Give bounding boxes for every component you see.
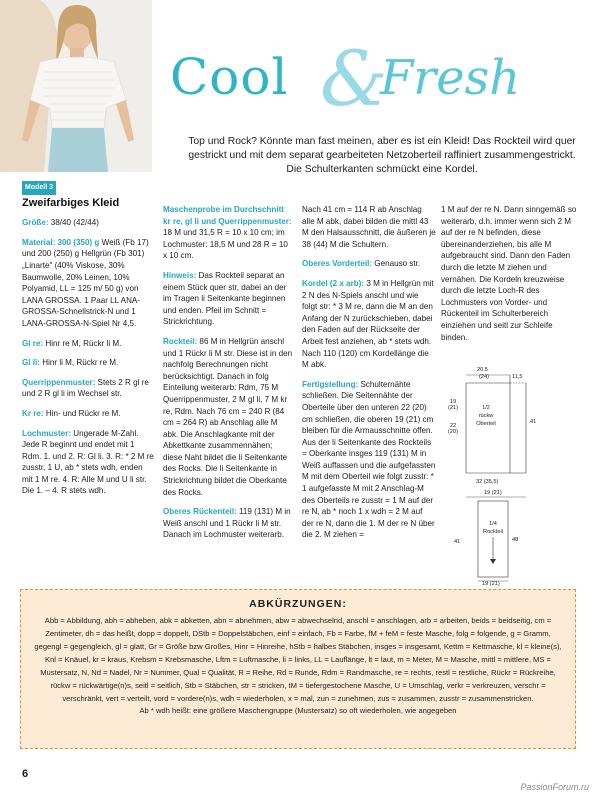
headline: [170, 34, 590, 123]
abbreviations-box: [20, 589, 576, 749]
label-oberteil-1: 1/2: [482, 405, 490, 411]
dim-top-right: 11,5: [512, 374, 523, 380]
dim-22-alt: (20): [448, 429, 458, 435]
rockteil-paragraph: Rockteil: 86 M in Hellgrün anschl und 1 Rückr li M str. Diese ist in den nachfolg Berechnungen nicht berücksichtigt. Danach in folg Einteilung weiterarb: Rdm, 75 M Querrippenmuster, 2 M gl li, 7 M kr re, Rdm. Nach 76 cm = 240 R (84 cm = 264 R) ab Anschlag alle M abk. Die Anschlagkante mit der Abkettkante zusammennähen; diese Naht bildet die li Seitenkante des Rocks. Die li Seitenkante in Strickrichtung bildet die Oberkante des Rocks.: [163, 336, 293, 497]
watermark: PassionForum.ru: [520, 782, 589, 792]
dim-19: 19: [450, 399, 457, 405]
headline-ampersand: &: [320, 34, 388, 123]
material-paragraph: Material: 300 (350) g Weiß (Fb 17) und 200 (250) g Hellgrün (Fb 301) „Linarte" (40% Viskose, 30% Baumwolle, 20% Leinen, 10% Polyamid, LL = 125 m/ 50 g) von LANA GROSSA. 1 Paar LL ANA-GROSSA-Schnellstrick-N und 1 LANA-GROSSA-N-Spiel Nr 4,5.: [22, 237, 149, 328]
headline-fresh: Fresh: [380, 50, 521, 106]
dim-48: 48: [512, 537, 519, 543]
size-paragraph: Größe: 38/40 (42/44): [22, 218, 99, 228]
column-1: [22, 181, 154, 505]
dim-41-right: 41: [530, 419, 537, 425]
querrippen-paragraph: Querrippenmuster: Stets 2 R gl re und 2 R gl li im Wechsel str.: [22, 377, 149, 399]
label-rockteil-2: Rockteil: [483, 529, 503, 535]
glre-paragraph: Gl re: Hinr re M, Rückr li M.: [22, 338, 122, 348]
pattern-schematic: [446, 363, 586, 587]
glli-paragraph: Gl li: Hinr li M, Rückr re M.: [22, 358, 119, 368]
continuation-paragraph: Nach 41 cm = 114 R ab Anschlag alle M abk, dabei bilden die mittl 43 M den Halsausschnitt, die äußeren je 38 (44) M die Schultern.: [302, 205, 436, 249]
column-3: [302, 204, 436, 549]
label-rockteil-1: 1/4: [489, 521, 497, 527]
finishing-paragraph: 1 M auf der re N. Dann sinngemäß so weiterarb, d.h. immer wenn sich 2 M auf der re N befinden, diese übereinanderziehen, bis alle M aufgebraucht sind. Dann den Faden durch die letzte M ziehen und vernähen. Die Kordeln kreuzweise durch die letzte Loch-R des Lochmusters von Vorder- und Rückenteil im Schulterbereich einziehen und seitl zur Schleife binden.: [441, 205, 577, 342]
dim-top-width: 20,5: [477, 367, 488, 373]
maschenprobe-paragraph: Maschenprobe im Durchschnitt kr re, gl li und Querrippenmuster: 18 M und 31,5 R = 10 x 10 cm; im Lochmuster: 18,5 M und 28 R = 10 x 10 cm.: [163, 205, 292, 261]
oberes-vorderteil-paragraph: Oberes Vorderteil: Genauso str.: [302, 259, 421, 269]
fertigstellung-paragraph: Fertigstellung: Schulternähte schließen. Die Seitennähte der Oberteile über den unteren 22 (20) cm schließen, die oberen 19 (21) cm bleiben für die Armausschnitte offen. Aus der li Seitenkante des Rockteils = Oberkante insges 119 (131) M in Weiß auffassen und die aufgefassten M mit dem Oberteil wie folgt zusstr: * 1 aufgefasste M mit 2 Anschlag-M des Oberteils re zusstr = 1 M auf der re N, ab * noch 1 x wdh = 2 M auf der re N, dann die 1. M der re N über die 2. M ziehen =: [302, 379, 436, 540]
model-badge: Modell 3: [22, 181, 56, 195]
model-photo-illustration: [0, 0, 152, 172]
kordel-paragraph: Kordel (2 x arb): 3 M in Hellgrün mit 2 N des N-Spiels anschl und wie folgt str: * 3 M re, dann die M an den Anfang der N zurückschieben, dabei den Faden auf der Rückseite der Arbeit fest anziehen, ab * stets wdh. Nach 110 (120) cm Kordellänge die M abk.: [302, 278, 434, 370]
intro-text: Top und Rock? Könnte man fast meinen, aber es ist ein Kleid! Das Rockteil wird quer gestrickt und mit dem separat gearbeiteten Netzoberteil raffiniert zusammengestrickt. Die Schulterkanten schmückt eine Kordel.: [188, 136, 576, 175]
model-photo: [0, 0, 152, 172]
lochmuster-paragraph: Lochmuster: Ungerade M-Zahl. Jede R beginnt und endet mit 1 Rdm. 1. und 2. R: Gl li. 3. R: * 2 M re zusstr, 1 U, ab * stets wdh, enden mit 1 M re. 4. R: Alle M und U li str. Die 1. – 4. R stets wdh.: [22, 428, 154, 496]
page-number: 6: [22, 768, 29, 780]
abbreviations-heading: ABKÜRZUNGEN:: [249, 598, 347, 610]
dim-bottom-32: 32 (35,5): [476, 479, 499, 485]
dim-19-bottom: 19 (21): [482, 581, 500, 587]
krre-paragraph: Kr re: Hin- und Rückr re M.: [22, 408, 121, 418]
abbreviations-list: Abb = Abbildung, abh = abheben, abk = abketten, abn = abnehmen, abw = abwechselnd, anschl = anschlagen, arb = arbeiten, beids = beidseitig, cm = Zentimeter, dh = das heißt, dopp = doppelt, DStb = Doppelstäbchen, einf = einfach, Fb = Farbe, fM + feM = feste Masche, folg = folgende, g = Gramm, gegengl = gegengleich, gl = glatt, Gr = Größe bzw Großes, Hinr = Hinreihe, hStb = halbes Stäbchen, insges = insgesamt, Kettm = Kettmasche, kl = kleine(s), Knl = Knäuel, kr = kraus, Krebsm = Krebsmasche, Lftm = Luftmasche, li = links, LL = Lauflänge, lt = laut, m = Meter, M = Masche, mittl = mittlere, MS = Mustersatz, N, Nd = Nadel, Nr = Nummer, Qual = Qualität, R = Reihe, Rd = Runde, Rdm = Randmasche, re = rechts, restl = restliche, Rückr = Rückreihe, rückw = rückwärtige(n)s, seitl = seitlich, Stb = Stäbchen, str = stricken, tM = tiefergestochene Masche, U = Umschlag, verkr = verkreuzen, verschr = verschränkt, vert = verteilt, vord = vordere(n)s, wdh = wiederholen, x = mal, zun = zunehmen, zus = zusammen, zusstr = zusammenstricken.: [34, 616, 562, 703]
dim-22: 22: [450, 423, 457, 429]
dim-41-left: 41: [454, 539, 461, 545]
column-4: [441, 204, 581, 351]
pattern-title: Zweifarbiges Kleid: [22, 196, 120, 209]
dim-19-top: 19 (21): [484, 490, 502, 496]
abbreviations-footer: Ab * wdh heißt: eine größere Maschengruppe (Mustersatz) so oft wiederholen, wie angegeben: [139, 706, 457, 715]
oberes-rueckenteil-paragraph: Oberes Rückenteil: 119 (131) M in Weiß anschl und 1 Rückr li M str. Danach im Lochmuster weiterarb.: [163, 507, 291, 540]
label-oberteil-3: Oberteil: [476, 421, 496, 427]
hinweis-paragraph: Hinweis: Das Rockteil separat an einem Stück quer str, dabei an der im Tragen li Seitenkante beginnen und enden. Pfeil im Schnitt = Strickrichtung.: [163, 270, 287, 327]
dim-top-width-alt: (24): [479, 374, 489, 380]
label-oberteil-2: rückw: [478, 413, 494, 419]
column-2: [163, 204, 293, 549]
headline-cool: Cool: [170, 48, 289, 106]
dim-19-alt: (21): [448, 405, 458, 411]
